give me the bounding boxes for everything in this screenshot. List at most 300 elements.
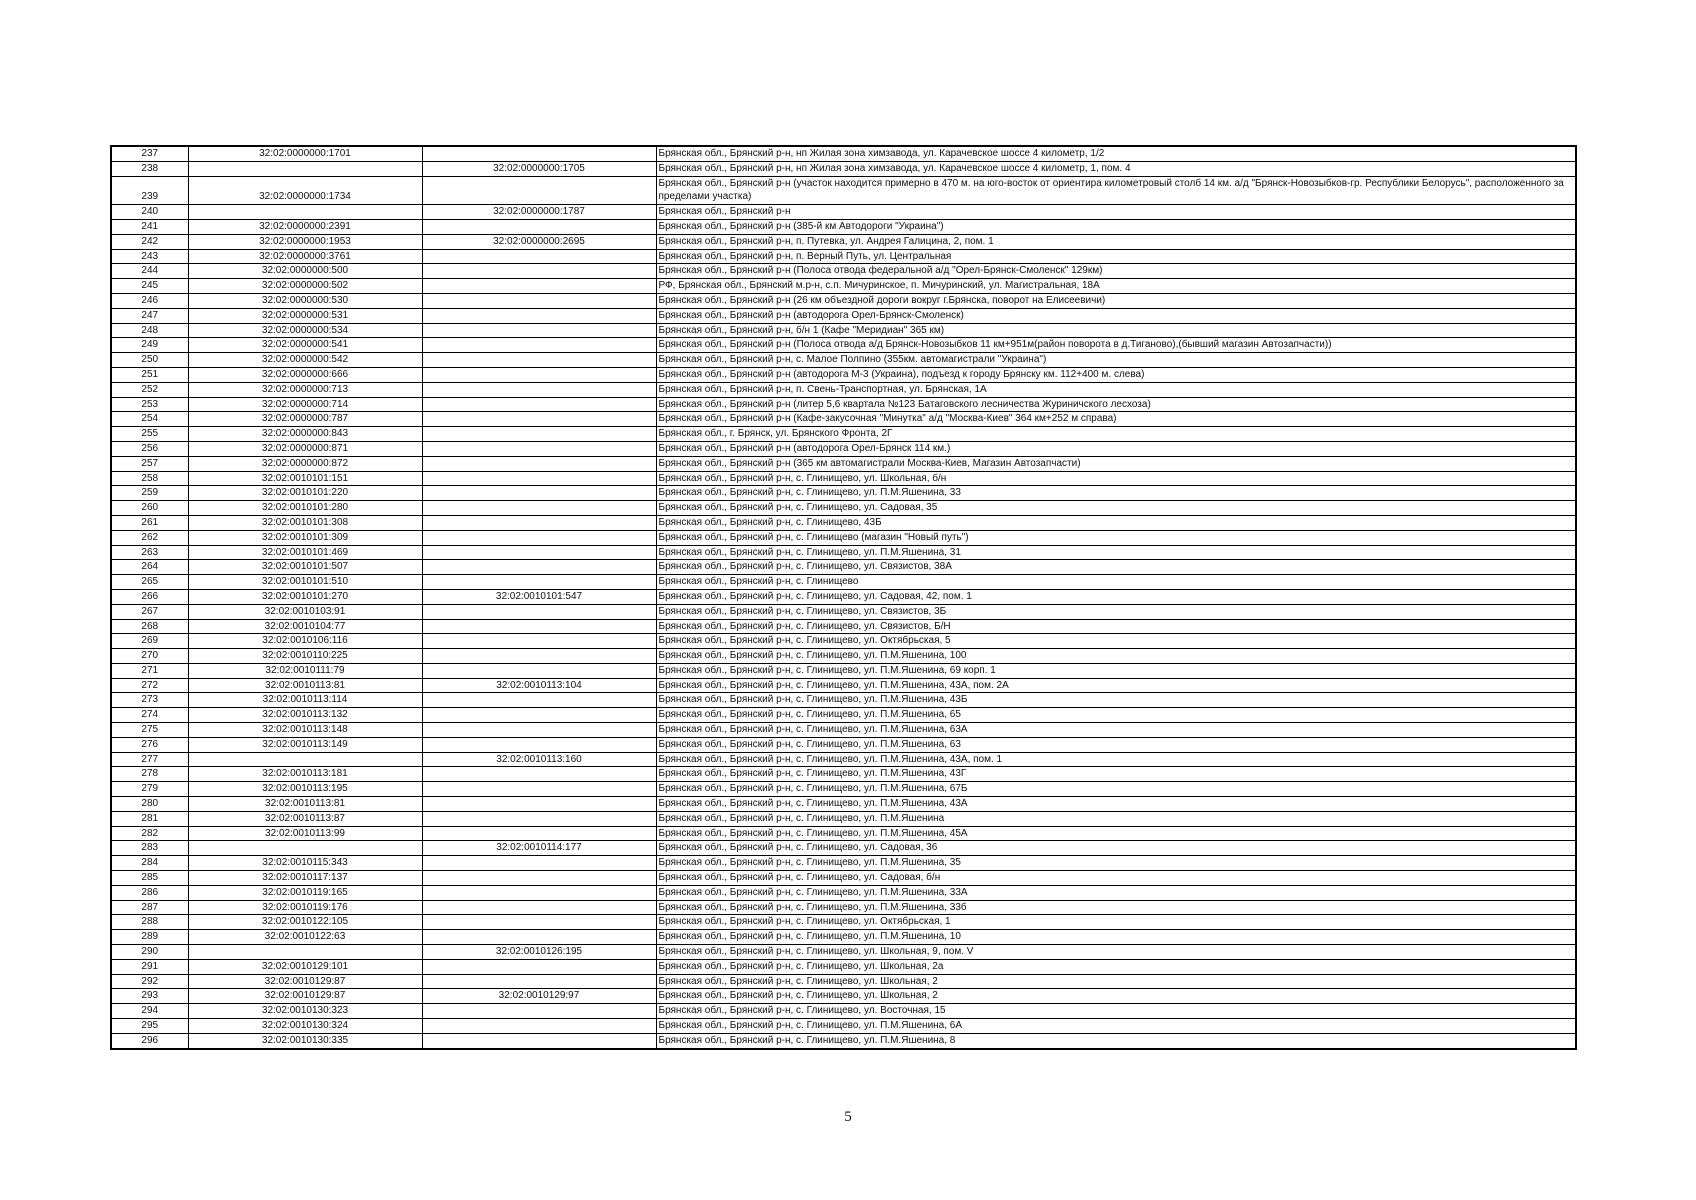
address-cell: Брянская обл., Брянский р-н, с. Глинищево, ул. П.М.Яшенина, 8 xyxy=(656,1033,1576,1048)
table-row xyxy=(111,856,1576,871)
address-cell: Брянская обл., Брянский р-н, с. Глинищево, ул. Садовая, б/н xyxy=(656,871,1576,886)
row-number-cell: 275 xyxy=(111,723,188,738)
address-cell: Брянская обл., Брянский р-н, б/н 1 (Кафе "Меридиан" 365 км) xyxy=(656,323,1576,338)
row-number-cell: 238 xyxy=(111,161,188,176)
row-number-cell: 244 xyxy=(111,264,188,279)
row-number-cell: 278 xyxy=(111,767,188,782)
related-cadastral-number-cell xyxy=(422,545,656,560)
related-cadastral-number-cell: 32:02:0010129:97 xyxy=(422,989,656,1004)
address-cell: Брянская обл., Брянский р-н, с. Глинищево, ул. П.М.Яшенина, 43А, пом. 1 xyxy=(656,752,1576,767)
cadastral-number-cell: 32:02:0010101:309 xyxy=(188,530,422,545)
address-cell: Брянская обл., Брянский р-н (26 км объездной дороги вокруг г.Брянска, поворот на Елисеевичи) xyxy=(656,293,1576,308)
related-cadastral-number-cell xyxy=(422,959,656,974)
address-cell: Брянская обл., Брянский р-н, с. Глинищево, ул. Связистов, 38А xyxy=(656,560,1576,575)
table-row xyxy=(111,441,1576,456)
table-row xyxy=(111,279,1576,294)
related-cadastral-number-cell xyxy=(422,782,656,797)
table-row xyxy=(111,412,1576,427)
table-row xyxy=(111,945,1576,960)
row-number-cell: 243 xyxy=(111,249,188,264)
row-number-cell: 237 xyxy=(111,146,188,161)
related-cadastral-number-cell xyxy=(422,811,656,826)
row-number-cell: 288 xyxy=(111,915,188,930)
address-cell: Брянская обл., Брянский р-н, с. Глинищево, ул. П.М.Яшенина, 65 xyxy=(656,708,1576,723)
address-cell: Брянская обл., Брянский р-н (литер 5,6 квартала №123 Батаговского лесничества Журиничского лесхоза) xyxy=(656,397,1576,412)
table-row xyxy=(111,456,1576,471)
row-number-cell: 295 xyxy=(111,1019,188,1034)
row-number-cell: 270 xyxy=(111,649,188,664)
address-cell: Брянская обл., Брянский р-н (автодорога Орел-Брянск-Смоленск) xyxy=(656,308,1576,323)
related-cadastral-number-cell xyxy=(422,293,656,308)
row-number-cell: 282 xyxy=(111,826,188,841)
address-cell: Брянская обл., Брянский р-н, с. Глинищево, ул. П.М.Яшенина, 43Г xyxy=(656,767,1576,782)
table-row xyxy=(111,678,1576,693)
cadastral-number-cell: 32:02:0000000:872 xyxy=(188,456,422,471)
related-cadastral-number-cell xyxy=(422,530,656,545)
address-cell: Брянская обл., Брянский р-н, с. Глинищево, ул. Садовая, 35 xyxy=(656,501,1576,516)
row-number-cell: 239 xyxy=(111,176,188,205)
address-cell: Брянская обл., Брянский р-н, с. Глинищево, ул. П.М.Яшенина, 43А, пом. 2А xyxy=(656,678,1576,693)
cadastral-number-cell: 32:02:0000000:1953 xyxy=(188,234,422,249)
related-cadastral-number-cell xyxy=(422,219,656,234)
address-cell: РФ, Брянская обл., Брянский м.р-н, с.п. Мичуринское, п. Мичуринский, ул. Магистральная, 18А xyxy=(656,279,1576,294)
cadastral-number-cell: 32:02:0000000:500 xyxy=(188,264,422,279)
table-row xyxy=(111,974,1576,989)
cadastral-number-cell: 32:02:0000000:713 xyxy=(188,382,422,397)
cadastral-table xyxy=(110,145,1577,1050)
table-row xyxy=(111,427,1576,442)
related-cadastral-number-cell: 32:02:0000000:1787 xyxy=(422,205,656,220)
address-cell: Брянская обл., Брянский р-н, с. Глинищево (магазин "Новый путь") xyxy=(656,530,1576,545)
row-number-cell: 277 xyxy=(111,752,188,767)
cadastral-number-cell: 32:02:0010111:79 xyxy=(188,663,422,678)
cadastral-number-cell xyxy=(188,945,422,960)
related-cadastral-number-cell xyxy=(422,367,656,382)
cadastral-number-cell: 32:02:0010101:280 xyxy=(188,501,422,516)
address-cell: Брянская обл., Брянский р-н, с. Глинищево, ул. Садовая, 36 xyxy=(656,841,1576,856)
cadastral-number-cell: 32:02:0010101:507 xyxy=(188,560,422,575)
row-number-cell: 290 xyxy=(111,945,188,960)
table-row xyxy=(111,634,1576,649)
related-cadastral-number-cell xyxy=(422,737,656,752)
related-cadastral-number-cell: 32:02:0010126:195 xyxy=(422,945,656,960)
cadastral-number-cell: 32:02:0010101:270 xyxy=(188,589,422,604)
related-cadastral-number-cell xyxy=(422,146,656,161)
related-cadastral-number-cell xyxy=(422,974,656,989)
row-number-cell: 283 xyxy=(111,841,188,856)
related-cadastral-number-cell xyxy=(422,264,656,279)
address-cell: Брянская обл., Брянский р-н (Полоса отвода а/д Брянск-Новозыбков 11 км+951м(район поворота в д.Тиганово),(бывший магазин Автозапчасти)) xyxy=(656,338,1576,353)
related-cadastral-number-cell xyxy=(422,323,656,338)
cadastral-number-cell: 32:02:0000000:530 xyxy=(188,293,422,308)
address-cell: Брянская обл., Брянский р-н, с. Глинищево, ул. Школьная, 2 xyxy=(656,974,1576,989)
related-cadastral-number-cell xyxy=(422,412,656,427)
row-number-cell: 294 xyxy=(111,1004,188,1019)
row-number-cell: 284 xyxy=(111,856,188,871)
row-number-cell: 279 xyxy=(111,782,188,797)
cadastral-number-cell: 32:02:0010101:469 xyxy=(188,545,422,560)
table-row xyxy=(111,249,1576,264)
table-row xyxy=(111,1033,1576,1048)
cadastral-number-cell: 32:02:0010119:176 xyxy=(188,900,422,915)
row-number-cell: 296 xyxy=(111,1033,188,1048)
row-number-cell: 241 xyxy=(111,219,188,234)
row-number-cell: 259 xyxy=(111,486,188,501)
row-number-cell: 253 xyxy=(111,397,188,412)
related-cadastral-number-cell xyxy=(422,427,656,442)
row-number-cell: 250 xyxy=(111,353,188,368)
row-number-cell: 261 xyxy=(111,515,188,530)
cadastral-number-cell: 32:02:0010115:343 xyxy=(188,856,422,871)
row-number-cell: 242 xyxy=(111,234,188,249)
address-cell: Брянская обл., Брянский р-н, с. Глинищево, ул. Октябрьская, 5 xyxy=(656,634,1576,649)
cadastral-number-cell: 32:02:0010101:510 xyxy=(188,575,422,590)
table-row xyxy=(111,930,1576,945)
table-row xyxy=(111,1004,1576,1019)
table-row xyxy=(111,959,1576,974)
cadastral-number-cell: 32:02:0010104:77 xyxy=(188,619,422,634)
related-cadastral-number-cell xyxy=(422,382,656,397)
address-cell: Брянская обл., Брянский р-н, с. Глинищево, ул. П.М.Яшенина, 31 xyxy=(656,545,1576,560)
table-row xyxy=(111,382,1576,397)
address-cell: Брянская обл., Брянский р-н, с. Глинищево, ул. П.М.Яшенина, 43Б xyxy=(656,693,1576,708)
table-row xyxy=(111,397,1576,412)
related-cadastral-number-cell xyxy=(422,915,656,930)
row-number-cell: 255 xyxy=(111,427,188,442)
cadastral-number-cell: 32:02:0000000:787 xyxy=(188,412,422,427)
address-cell: Брянская обл., Брянский р-н xyxy=(656,205,1576,220)
table-row xyxy=(111,1019,1576,1034)
address-cell: Брянская обл., Брянский р-н, с. Глинищево, ул. П.М.Яшенина, 10 xyxy=(656,930,1576,945)
row-number-cell: 252 xyxy=(111,382,188,397)
address-cell: Брянская обл., Брянский р-н, с. Глинищево, ул. П.М.Яшенина, 35 xyxy=(656,856,1576,871)
related-cadastral-number-cell: 32:02:0010114:177 xyxy=(422,841,656,856)
table-row xyxy=(111,293,1576,308)
row-number-cell: 247 xyxy=(111,308,188,323)
cadastral-number-cell xyxy=(188,841,422,856)
table-row xyxy=(111,264,1576,279)
address-cell: Брянская обл., Брянский р-н, с. Глинищево, ул. Школьная, 2а xyxy=(656,959,1576,974)
related-cadastral-number-cell xyxy=(422,515,656,530)
related-cadastral-number-cell xyxy=(422,486,656,501)
address-cell: Брянская обл., Брянский р-н (385-й км Автодороги "Украина") xyxy=(656,219,1576,234)
cadastral-number-cell: 32:02:0010113:195 xyxy=(188,782,422,797)
row-number-cell: 268 xyxy=(111,619,188,634)
table-row xyxy=(111,545,1576,560)
row-number-cell: 245 xyxy=(111,279,188,294)
cadastral-number-cell: 32:02:0010130:324 xyxy=(188,1019,422,1034)
related-cadastral-number-cell xyxy=(422,649,656,664)
table-row xyxy=(111,767,1576,782)
related-cadastral-number-cell xyxy=(422,1033,656,1048)
cadastral-number-cell: 32:02:0010103:91 xyxy=(188,604,422,619)
cadastral-number-cell: 32:02:0010130:335 xyxy=(188,1033,422,1048)
table-row xyxy=(111,146,1576,161)
table-row xyxy=(111,989,1576,1004)
cadastral-number-cell: 32:02:0010129:87 xyxy=(188,974,422,989)
cadastral-number-cell: 32:02:0000000:502 xyxy=(188,279,422,294)
table-row xyxy=(111,841,1576,856)
cadastral-number-cell: 32:02:0000000:534 xyxy=(188,323,422,338)
row-number-cell: 249 xyxy=(111,338,188,353)
cadastral-number-cell: 32:02:0010129:87 xyxy=(188,989,422,1004)
row-number-cell: 287 xyxy=(111,900,188,915)
related-cadastral-number-cell xyxy=(422,604,656,619)
row-number-cell: 281 xyxy=(111,811,188,826)
table-row xyxy=(111,752,1576,767)
related-cadastral-number-cell xyxy=(422,441,656,456)
row-number-cell: 271 xyxy=(111,663,188,678)
row-number-cell: 257 xyxy=(111,456,188,471)
row-number-cell: 286 xyxy=(111,885,188,900)
related-cadastral-number-cell xyxy=(422,797,656,812)
address-cell: Брянская обл., Брянский р-н, с. Глинищево xyxy=(656,575,1576,590)
related-cadastral-number-cell xyxy=(422,471,656,486)
table-row xyxy=(111,663,1576,678)
row-number-cell: 269 xyxy=(111,634,188,649)
table-row xyxy=(111,797,1576,812)
related-cadastral-number-cell xyxy=(422,1004,656,1019)
address-cell: Брянская обл., Брянский р-н, п. Верный Путь, ул. Центральная xyxy=(656,249,1576,264)
row-number-cell: 256 xyxy=(111,441,188,456)
table-row xyxy=(111,353,1576,368)
cadastral-number-cell: 32:02:0000000:542 xyxy=(188,353,422,368)
address-cell: Брянская обл., Брянский р-н, с. Глинищево, ул. Школьная, б/н xyxy=(656,471,1576,486)
address-cell: Брянская обл., Брянский р-н, п. Путевка, ул. Андрея Галицина, 2, пом. 1 xyxy=(656,234,1576,249)
cadastral-number-cell: 32:02:0000000:541 xyxy=(188,338,422,353)
cadastral-number-cell: 32:02:0010122:63 xyxy=(188,930,422,945)
table-row xyxy=(111,219,1576,234)
address-cell: Брянская обл., г. Брянск, ул. Брянского Фронта, 2Г xyxy=(656,427,1576,442)
table-row xyxy=(111,560,1576,575)
cadastral-number-cell: 32:02:0000000:1734 xyxy=(188,176,422,205)
related-cadastral-number-cell: 32:02:0010113:104 xyxy=(422,678,656,693)
related-cadastral-number-cell xyxy=(422,279,656,294)
table-row xyxy=(111,367,1576,382)
table-row xyxy=(111,900,1576,915)
related-cadastral-number-cell xyxy=(422,338,656,353)
table-row xyxy=(111,530,1576,545)
related-cadastral-number-cell xyxy=(422,723,656,738)
address-cell: Брянская обл., Брянский р-н, с. Глинищево, ул. Школьная, 9, пом. V xyxy=(656,945,1576,960)
cadastral-number-cell: 32:02:0000000:843 xyxy=(188,427,422,442)
table-row xyxy=(111,308,1576,323)
related-cadastral-number-cell xyxy=(422,856,656,871)
address-cell: Брянская обл., Брянский р-н, с. Глинищево, ул. П.М.Яшенина xyxy=(656,811,1576,826)
cadastral-number-cell xyxy=(188,161,422,176)
table-row xyxy=(111,176,1576,205)
table-row xyxy=(111,619,1576,634)
table-row xyxy=(111,737,1576,752)
table-row xyxy=(111,501,1576,516)
related-cadastral-number-cell xyxy=(422,560,656,575)
cadastral-number-cell: 32:02:0000000:1701 xyxy=(188,146,422,161)
table-row xyxy=(111,782,1576,797)
related-cadastral-number-cell xyxy=(422,575,656,590)
related-cadastral-number-cell: 32:02:0010101:547 xyxy=(422,589,656,604)
cadastral-number-cell: 32:02:0010119:165 xyxy=(188,885,422,900)
table-row xyxy=(111,515,1576,530)
cadastral-number-cell: 32:02:0010117:137 xyxy=(188,871,422,886)
related-cadastral-number-cell xyxy=(422,353,656,368)
related-cadastral-number-cell xyxy=(422,663,656,678)
table-row xyxy=(111,486,1576,501)
address-cell: Брянская обл., Брянский р-н, с. Глинищево, ул. П.М.Яшенина, 67Б xyxy=(656,782,1576,797)
related-cadastral-number-cell: 32:02:0000000:2695 xyxy=(422,234,656,249)
address-cell: Брянская обл., Брянский р-н (365 км автомагистрали Москва-Киев, Магазин Автозапчасти) xyxy=(656,456,1576,471)
row-number-cell: 246 xyxy=(111,293,188,308)
address-cell: Брянская обл., Брянский р-н, с. Глинищево, 43Б xyxy=(656,515,1576,530)
cadastral-number-cell: 32:02:0010101:308 xyxy=(188,515,422,530)
row-number-cell: 293 xyxy=(111,989,188,1004)
cadastral-number-cell: 32:02:0010113:181 xyxy=(188,767,422,782)
cadastral-number-cell: 32:02:0010130:323 xyxy=(188,1004,422,1019)
related-cadastral-number-cell xyxy=(422,456,656,471)
cadastral-number-cell: 32:02:0000000:3761 xyxy=(188,249,422,264)
row-number-cell: 276 xyxy=(111,737,188,752)
table-row xyxy=(111,234,1576,249)
address-cell: Брянская обл., Брянский р-н (автодорога М-3 (Украина), подъезд к городу Брянску км. 112+400 м. слева) xyxy=(656,367,1576,382)
related-cadastral-number-cell: 32:02:0010113:160 xyxy=(422,752,656,767)
row-number-cell: 289 xyxy=(111,930,188,945)
related-cadastral-number-cell xyxy=(422,930,656,945)
address-cell: Брянская обл., Брянский р-н (Полоса отвода федеральной а/д "Орел-Брянск-Смоленск" 129км) xyxy=(656,264,1576,279)
related-cadastral-number-cell xyxy=(422,176,656,205)
cadastral-number-cell: 32:02:0010113:132 xyxy=(188,708,422,723)
cadastral-number-cell: 32:02:0000000:714 xyxy=(188,397,422,412)
cadastral-number-cell: 32:02:0000000:531 xyxy=(188,308,422,323)
table-row xyxy=(111,338,1576,353)
table-row xyxy=(111,885,1576,900)
table-row xyxy=(111,811,1576,826)
related-cadastral-number-cell xyxy=(422,308,656,323)
address-cell: Брянская обл., Брянский р-н, с. Глинищево, ул. П.М.Яшенина, 33б xyxy=(656,900,1576,915)
table-row xyxy=(111,871,1576,886)
address-cell: Брянская обл., Брянский р-н, с. Глинищево, ул. Связистов, Б/Н xyxy=(656,619,1576,634)
table-row xyxy=(111,708,1576,723)
table-row xyxy=(111,693,1576,708)
cadastral-number-cell: 32:02:0000000:871 xyxy=(188,441,422,456)
address-cell: Брянская обл., Брянский р-н, с. Глинищево, ул. П.М.Яшенина, 69 корп. 1 xyxy=(656,663,1576,678)
related-cadastral-number-cell xyxy=(422,708,656,723)
cadastral-number-cell: 32:02:0000000:666 xyxy=(188,367,422,382)
table-row xyxy=(111,649,1576,664)
table-row xyxy=(111,589,1576,604)
address-cell: Брянская обл., Брянский р-н (Кафе-закусочная "Минутка" а/д "Москва-Киев" 364 км+252 м справа) xyxy=(656,412,1576,427)
address-cell: Брянская обл., Брянский р-н, с. Глинищево, ул. Школьная, 2 xyxy=(656,989,1576,1004)
row-number-cell: 273 xyxy=(111,693,188,708)
table-row xyxy=(111,205,1576,220)
related-cadastral-number-cell xyxy=(422,871,656,886)
address-cell: Брянская обл., Брянский р-н, с. Глинищево, ул. П.М.Яшенина, 63А xyxy=(656,723,1576,738)
cadastral-number-cell: 32:02:0010113:149 xyxy=(188,737,422,752)
address-cell: Брянская обл., Брянский р-н, с. Глинищево, ул. П.М.Яшенина, 33А xyxy=(656,885,1576,900)
related-cadastral-number-cell: 32:02:0000000:1705 xyxy=(422,161,656,176)
row-number-cell: 264 xyxy=(111,560,188,575)
cadastral-number-cell: 32:02:0010101:220 xyxy=(188,486,422,501)
row-number-cell: 267 xyxy=(111,604,188,619)
table-row xyxy=(111,723,1576,738)
cadastral-number-cell: 32:02:0010101:151 xyxy=(188,471,422,486)
row-number-cell: 280 xyxy=(111,797,188,812)
cadastral-number-cell: 32:02:0010122:105 xyxy=(188,915,422,930)
table-row xyxy=(111,826,1576,841)
cadastral-number-cell: 32:02:0010113:114 xyxy=(188,693,422,708)
cadastral-number-cell: 32:02:0010110:225 xyxy=(188,649,422,664)
address-cell: Брянская обл., Брянский р-н, с. Глинищево, ул. Октябрьская, 1 xyxy=(656,915,1576,930)
address-cell: Брянская обл., Брянский р-н, с. Малое Полпино (355км. автомагистрали "Украина") xyxy=(656,353,1576,368)
related-cadastral-number-cell xyxy=(422,634,656,649)
cadastral-number-cell: 32:02:0010113:99 xyxy=(188,826,422,841)
address-cell: Брянская обл., Брянский р-н (автодорога Орел-Брянск 114 км.) xyxy=(656,441,1576,456)
cadastral-number-cell: 32:02:0010129:101 xyxy=(188,959,422,974)
row-number-cell: 251 xyxy=(111,367,188,382)
cadastral-number-cell: 32:02:0010113:81 xyxy=(188,678,422,693)
table-row xyxy=(111,575,1576,590)
related-cadastral-number-cell xyxy=(422,826,656,841)
row-number-cell: 263 xyxy=(111,545,188,560)
address-cell: Брянская обл., Брянский р-н, с. Глинищево, ул. П.М.Яшенина, 33 xyxy=(656,486,1576,501)
row-number-cell: 258 xyxy=(111,471,188,486)
row-number-cell: 240 xyxy=(111,205,188,220)
row-number-cell: 262 xyxy=(111,530,188,545)
row-number-cell: 292 xyxy=(111,974,188,989)
related-cadastral-number-cell xyxy=(422,1019,656,1034)
table-row xyxy=(111,604,1576,619)
cadastral-number-cell: 32:02:0000000:2391 xyxy=(188,219,422,234)
address-cell: Брянская обл., Брянский р-н, с. Глинищево, ул. П.М.Яшенина, 100 xyxy=(656,649,1576,664)
address-cell: Брянская обл., Брянский р-н (участок находится примерно в 470 м. на юго-восток от ориентира километровый столб 14 км. а/д "Брянск-Новозыбков-гр. Республики Белорусь", расположенного за пределами участка) xyxy=(656,176,1576,205)
cadastral-number-cell: 32:02:0010106:116 xyxy=(188,634,422,649)
related-cadastral-number-cell xyxy=(422,249,656,264)
related-cadastral-number-cell xyxy=(422,900,656,915)
address-cell: Брянская обл., Брянский р-н, с. Глинищево, ул. Восточная, 15 xyxy=(656,1004,1576,1019)
related-cadastral-number-cell xyxy=(422,693,656,708)
address-cell: Брянская обл., Брянский р-н, п. Свень-Транспортная, ул. Брянская, 1А xyxy=(656,382,1576,397)
cadastral-number-cell: 32:02:0010113:148 xyxy=(188,723,422,738)
address-cell: Брянская обл., Брянский р-н, нп Жилая зона химзавода, ул. Карачевское шоссе 4 километр, 1, пом. 4 xyxy=(656,161,1576,176)
related-cadastral-number-cell xyxy=(422,501,656,516)
row-number-cell: 272 xyxy=(111,678,188,693)
row-number-cell: 260 xyxy=(111,501,188,516)
address-cell: Брянская обл., Брянский р-н, с. Глинищево, ул. П.М.Яшенина, 6А xyxy=(656,1019,1576,1034)
cadastral-number-cell xyxy=(188,752,422,767)
cadastral-number-cell xyxy=(188,205,422,220)
row-number-cell: 254 xyxy=(111,412,188,427)
cadastral-number-cell: 32:02:0010113:81 xyxy=(188,797,422,812)
row-number-cell: 265 xyxy=(111,575,188,590)
table-body xyxy=(111,146,1576,1049)
table-row xyxy=(111,161,1576,176)
row-number-cell: 291 xyxy=(111,959,188,974)
cadastral-number-cell: 32:02:0010113:87 xyxy=(188,811,422,826)
page-number: 5 xyxy=(844,1109,852,1125)
table-row xyxy=(111,915,1576,930)
address-cell: Брянская обл., Брянский р-н, с. Глинищево, ул. Связистов, 3Б xyxy=(656,604,1576,619)
table-row xyxy=(111,323,1576,338)
table-row xyxy=(111,471,1576,486)
row-number-cell: 274 xyxy=(111,708,188,723)
address-cell: Брянская обл., Брянский р-н, с. Глинищево, ул. П.М.Яшенина, 63 xyxy=(656,737,1576,752)
related-cadastral-number-cell xyxy=(422,397,656,412)
address-cell: Брянская обл., Брянский р-н, с. Глинищево, ул. П.М.Яшенина, 43А xyxy=(656,797,1576,812)
related-cadastral-number-cell xyxy=(422,619,656,634)
address-cell: Брянская обл., Брянский р-н, с. Глинищево, ул. Садовая, 42, пом. 1 xyxy=(656,589,1576,604)
row-number-cell: 248 xyxy=(111,323,188,338)
document-table-container xyxy=(110,145,1575,1050)
row-number-cell: 266 xyxy=(111,589,188,604)
address-cell: Брянская обл., Брянский р-н, с. Глинищево, ул. П.М.Яшенина, 45А xyxy=(656,826,1576,841)
